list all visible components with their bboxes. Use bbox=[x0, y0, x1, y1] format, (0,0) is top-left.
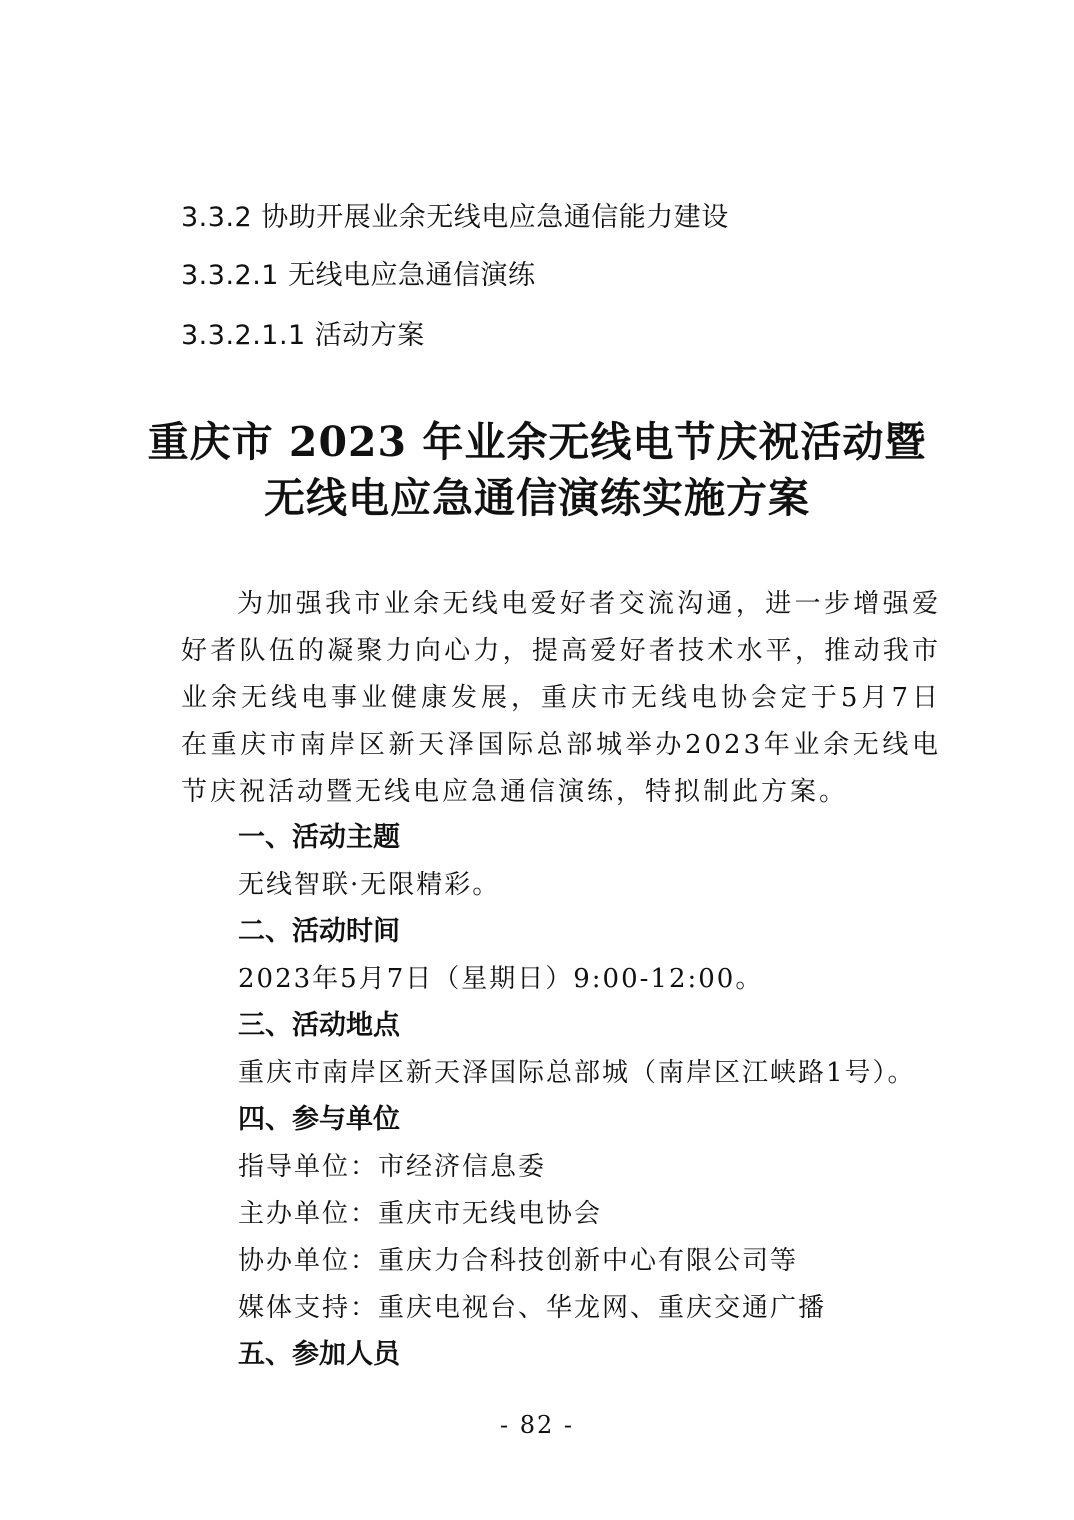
section-4-title: 四、参与单位 bbox=[238, 1104, 400, 1135]
heading-3-3-2-1: 3.3.2.1 无线电应急通信演练 bbox=[181, 260, 536, 291]
section-1-text: 无线智联·无限精彩。 bbox=[238, 870, 501, 900]
section-3-title: 三、活动地点 bbox=[238, 1010, 400, 1041]
section-4-line-guide: 指导单位：市经济信息委 bbox=[238, 1152, 547, 1182]
document-title-line-1: 重庆市 2023 年业余无线电节庆祝活动暨 bbox=[147, 418, 927, 466]
heading-3-3-2-1-1: 3.3.2.1.1 活动方案 bbox=[181, 320, 425, 351]
section-3-text: 重庆市南岸区新天泽国际总部城（南岸区江峡路1号）。 bbox=[238, 1058, 916, 1088]
section-4-line-media: 媒体支持：重庆电视台、华龙网、重庆交通广播 bbox=[238, 1293, 827, 1323]
page-number: - 82 - bbox=[499, 1411, 574, 1439]
heading-3-3-2: 3.3.2 协助开展业余无线电应急通信能力建设 bbox=[181, 202, 729, 233]
section-4-line-co-host: 协办单位：重庆力合科技创新中心有限公司等 bbox=[238, 1246, 799, 1276]
section-4-line-host: 主办单位：重庆市无线电协会 bbox=[238, 1199, 603, 1229]
intro-paragraph: 为加强我市业余无线电爱好者交流沟通，进一步增强爱好者队伍的凝聚力向心力，提高爱好者技术水平，推动我市业余无线电事业健康发展，重庆市无线电协会定于5月7日在重庆市南岸区新天泽国际总部城举办2023年业余无线电节庆祝活动暨无线电应急通信演练，特拟制此方案。 bbox=[181, 589, 941, 807]
section-5-title: 五、参加人员 bbox=[238, 1339, 400, 1370]
section-2-title: 二、活动时间 bbox=[238, 916, 400, 947]
section-1-title: 一、活动主题 bbox=[238, 822, 400, 853]
section-2-text: 2023年5月7日（星期日）9:00-12:00。 bbox=[238, 964, 764, 994]
document-title-line-2: 无线电应急通信演练实施方案 bbox=[264, 474, 810, 522]
